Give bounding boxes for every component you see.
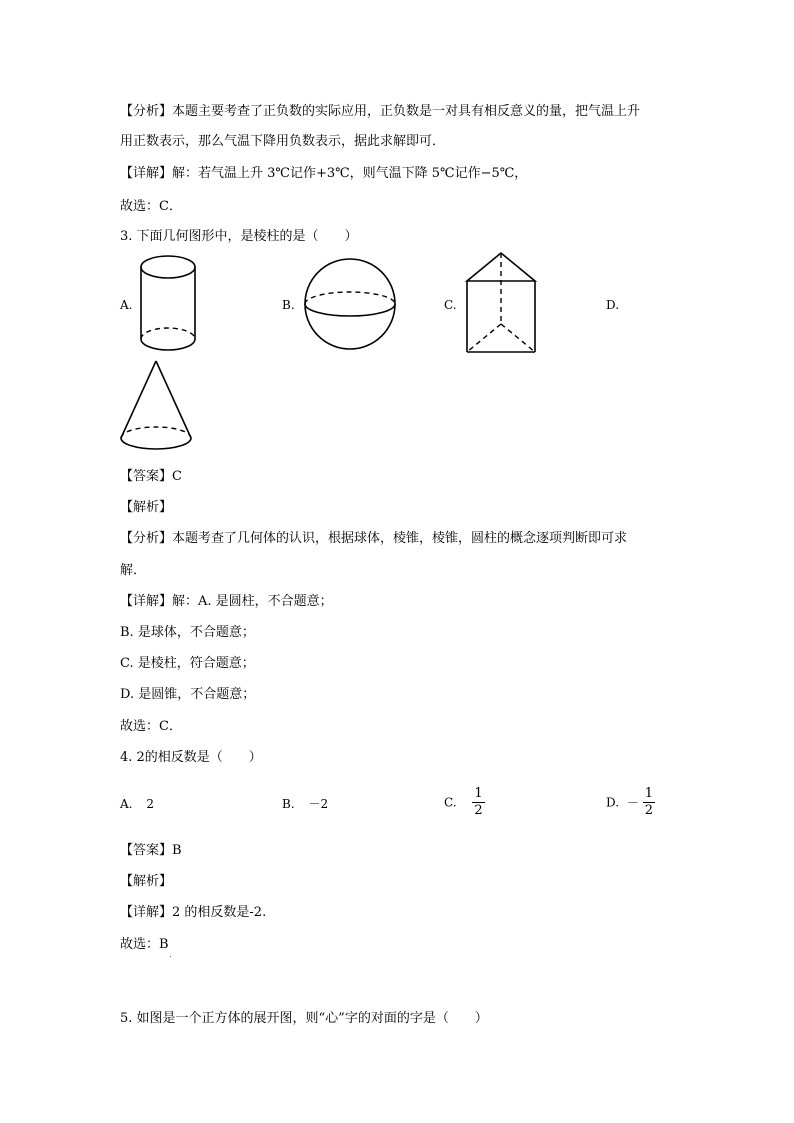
q4-option-c-label: C. [444,795,457,810]
q3-detail-line: B. 是球体，不合题意； [120,625,255,640]
q3-conclusion: 故选：C． [120,719,182,734]
q3-analysis-line1: 【分析】本题考查了几何体的认识，根据球体，棱锥，棱锥，圆柱的概念逐项判断即可求 [120,531,628,546]
q4-option-a-label: A. [120,797,133,811]
fraction-numerator: 1 [644,786,653,801]
q3-option-c-label: C. [444,298,457,312]
q4-answer: 【答案】B [120,843,182,858]
q3-analysis-line2: 解． [120,563,147,578]
q3-detail-line: D. 是圆锥，不合题意； [120,687,256,702]
q3-option-d-label: D. [606,298,620,312]
fraction-numerator: 1 [474,786,483,801]
q2-analysis-line1: 【分析】本题主要考查了正负数的实际应用，正负数是一对具有相反意义的量，把气温上升 [120,104,641,119]
q4-option-a-value: 2 [146,797,154,811]
q4-stem: 4. 2的相反数是（ ） [120,750,262,765]
q4-option-c [444,786,485,819]
sphere-icon [302,256,398,352]
fraction-denominator: 2 [644,803,653,818]
q4-detail: 【详解】2 的相反数是-2. [120,905,267,920]
fraction-denominator: 2 [474,803,483,818]
q4-option-c-fraction [472,786,484,819]
q3-stem: 3. 下面几何图形中，是棱柱的是（ ） [120,229,358,244]
q3-explanation-header: 【解析】 [120,500,173,515]
q4-conclusion: 故选：B [120,937,169,952]
q4-option-b-value: －2 [308,797,329,811]
triangular-prism-icon [462,250,540,356]
q4-option-b-label: B. [282,797,295,811]
q4-option-a [120,796,154,812]
q2-conclusion: 故选：C． [120,199,182,214]
q3-option-b-label: B. [282,298,295,312]
q4-option-d-fraction [643,786,655,819]
q2-detail: 【详解】解：若气温上升 3℃记作+3℃，则气温下降 5℃记作−5℃， [120,166,528,181]
stray-mark [170,956,171,957]
q4-explanation-header: 【解析】 [120,874,173,889]
q4-option-d [606,786,655,819]
cylinder-icon [138,253,198,355]
q3-detail-line: 【详解】解：A. 是圆柱，不合题意； [120,594,333,609]
q4-option-b [282,796,328,812]
q3-answer: 【答案】C [120,469,182,484]
q3-detail-line: C. 是棱柱，符合题意； [120,656,255,671]
q5-stem: 5. 如图是一个正方体的展开图，则“心”字的对面的字是（ ） [120,1011,488,1026]
q4-option-d-label: D. [606,795,620,810]
q4-option-d-sign: － [626,795,639,810]
q2-analysis-line2: 用正数表示，那么气温下降用负数表示，据此求解即可． [120,134,446,149]
cone-icon [118,358,194,456]
q3-option-a-label: A. [120,298,133,312]
